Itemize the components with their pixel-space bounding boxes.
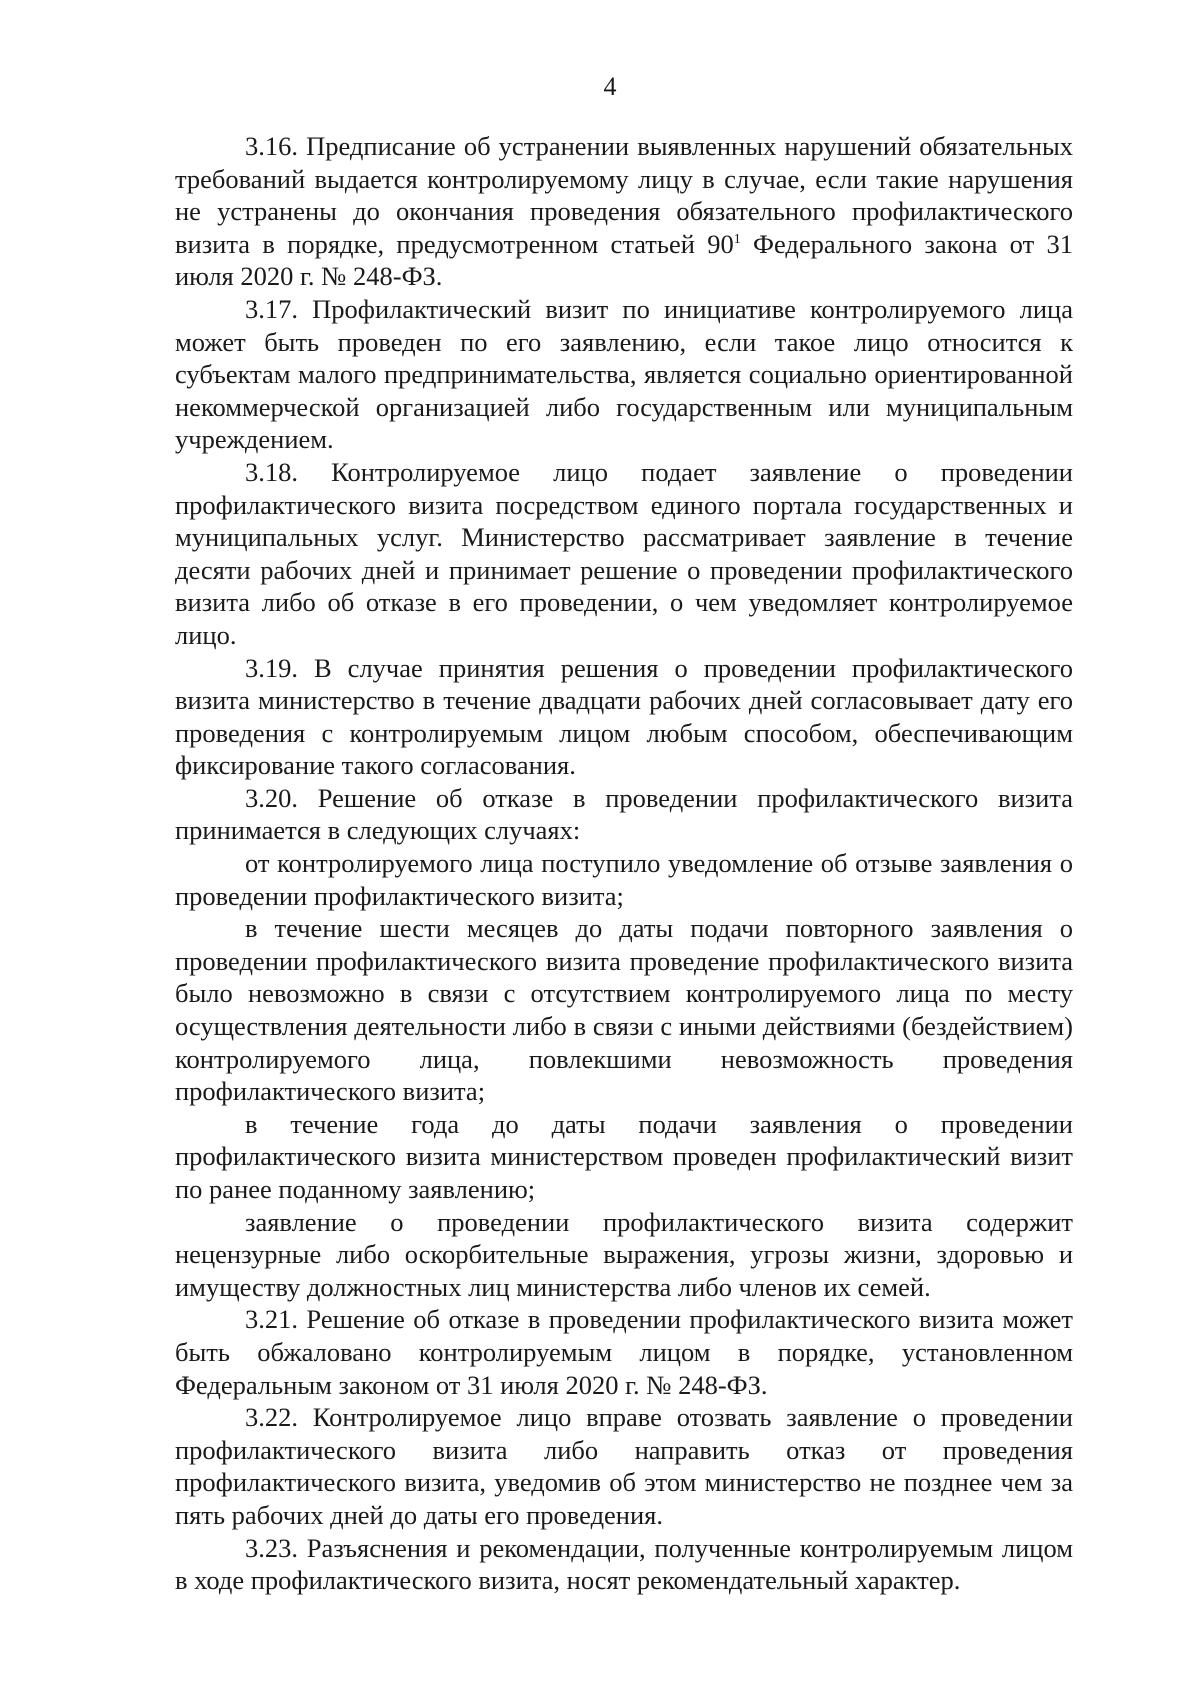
paragraph-3-21: 3.21. Решение об отказе в проведении профилактического визита может быть обжаловано контролируемым лицом в порядке, установленном Федеральным законом от 31 июля 2020 г. № 248-ФЗ.	[175, 1304, 1073, 1400]
paragraph-3-17: 3.17. Профилактический визит по инициативе контролируемого лица может быть проведен по его заявлению, если такое лицо относится к субъектам малого предпринимательства, является социально ориентированной некоммерческой организацией либо государственным или муниципальным учреждением.	[175, 293, 1073, 455]
refusal-case-4: заявление о проведении профилактического визита содержит нецензурные либо оскорбительные выражения, угрозы жизни, здоровью и имуществу должностных лиц министерства либо членов их семей.	[175, 1206, 1073, 1302]
refusal-case-2: в течение шести месяцев до даты подачи повторного заявления о проведении профилактического визита проведение профилактического визита было невозможно в связи с отсутствием контролируемого лица по месту осуществления деятельности либо в связи с иными действиями (бездействием) контролируемого лица, повлекшими невозможность проведения профилактического визита;	[175, 913, 1073, 1107]
paragraph-3-20: 3.20. Решение об отказе в проведении профилактического визита принимается в следующих случаях:	[175, 782, 1073, 846]
paragraph-3-18: 3.18. Контролируемое лицо подает заявление о проведении профилактического визита посредством единого портала государственных и муниципальных услуг. Министерство рассматривает заявление в течение десяти рабочих дней и принимает решение о проведении профилактического визита либо об отказе в его проведении, о чем уведомляет контролируемое лицо.	[175, 456, 1073, 650]
document-body	[175, 130, 1073, 1597]
page-number: 4	[603, 72, 617, 101]
article-superscript: 1	[733, 231, 741, 247]
refusal-case-3: в течение года до даты подачи заявления о проведении профилактического визита министерством проведен профилактический визит по ранее поданному заявлению;	[175, 1108, 1073, 1204]
paragraph-3-23: 3.23. Разъяснения и рекомендации, полученные контролируемым лицом в ходе профилактического визита, носят рекомендательный характер.	[175, 1532, 1073, 1596]
paragraph-3-16-text: 3.16. Предписание об устранении выявленных нарушений обязательных требований выдается контролируемому лицу в случае, если такие нарушения не устранены до окончания проведения обязательного профилактического визита в порядке, предусмотренном статьей 90	[175, 131, 1073, 259]
paragraph-3-16-text-end: Федерального закона от 31 июля 2020 г. № 248-ФЗ.	[175, 228, 1073, 292]
refusal-case-1: от контролируемого лица поступило уведомление об отзыве заявления о проведении профилактического визита;	[175, 848, 1073, 911]
paragraph-3-16	[175, 130, 1073, 293]
paragraph-3-19: 3.19. В случае принятия решения о проведении профилактического визита министерство в течение двадцати рабочих дней согласовывает дату его проведения с контролируемым лицом любым способом, обеспечивающим фиксирование такого согласования.	[175, 652, 1073, 781]
paragraph-3-22: 3.22. Контролируемое лицо вправе отозвать заявление о проведении профилактического визита либо направить отказ от проведения профилактического визита, уведомив об этом министерство не позднее чем за пять рабочих дней до даты его проведения.	[175, 1402, 1073, 1530]
